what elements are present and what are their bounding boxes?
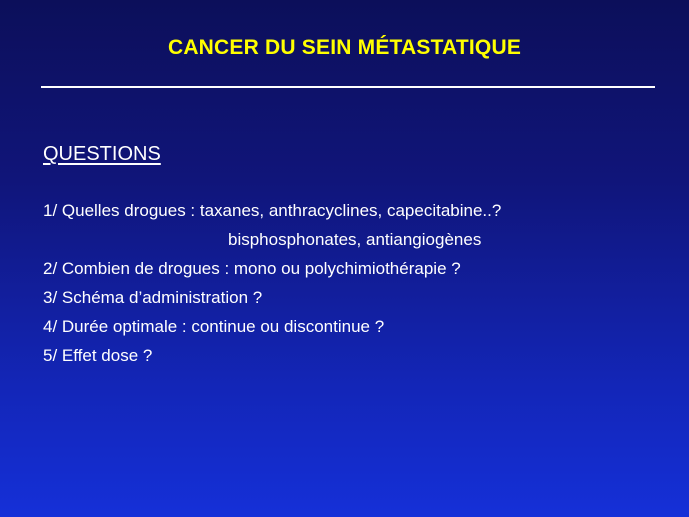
slide-title: CANCER DU SEIN MÉTASTATIQUE [167,36,522,59]
question-5: 5/ Effet dose ? [43,346,153,365]
section-heading: QUESTIONS [43,143,161,165]
question-1-continuation: bisphosphonates, antiangiogènes [228,230,482,249]
questions-list [43,196,501,370]
title-divider [41,86,655,88]
question-4: 4/ Durée optimale : continue ou discontinue ? [43,317,385,336]
question-1: 1/ Quelles drogues : taxanes, anthracyclines, capecitabine..? [43,201,502,220]
question-3: 3/ Schéma d’administration ? [43,288,263,307]
question-2: 2/ Combien de drogues : mono ou polychimiothérapie ? [43,259,461,278]
